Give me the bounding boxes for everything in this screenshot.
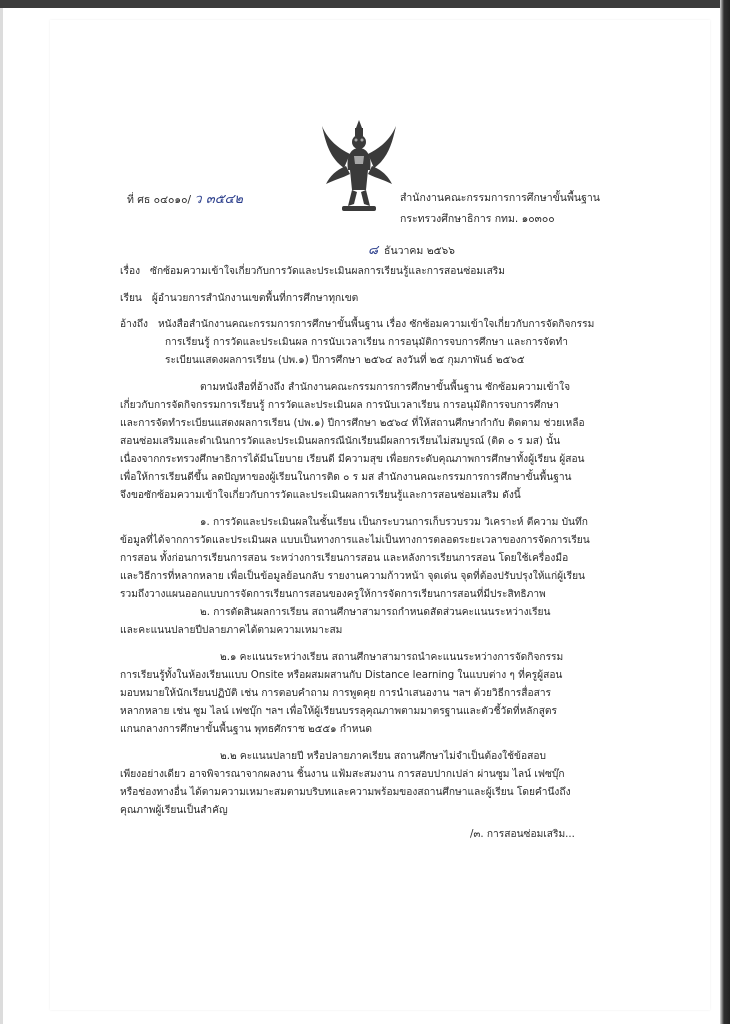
reference-text: หนังสือสำนักงานคณะกรรมการการศึกษาขั้นพื้นฐาน เรื่อง ซักซ้อมความเข้าใจเกี่ยวกับการจัดกิจกรรม bbox=[157, 319, 595, 330]
body-line: การเรียนรู้ทั้งในห้องเรียนแบบ Onsite หรือผสมผสานกับ Distance learning ในแบบต่าง ๆ ที่ครูผู้สอน bbox=[120, 670, 563, 681]
reference-number bbox=[127, 188, 243, 209]
body-line: ๒. การตัดสินผลการเรียน สถานศึกษาสามารถกำหนดสัดส่วนคะแนนระหว่างเรียน bbox=[200, 607, 551, 618]
body-line: เพื่อให้การเรียนดีขึ้น ลดปัญหาของผู้เรียนในการติด ๐ ร มส สำนักงานคณะกรรมการการศึกษาขั้นพื้นฐาน bbox=[120, 472, 572, 483]
body-line: เนื่องจากกระทรวงศึกษาธิการได้มีนโยบาย เรียนดี มีความสุข เพื่อยกระดับคุณภาพการศึกษาทั้งผู้เรียน ผู้สอน bbox=[120, 454, 585, 465]
sender-office bbox=[400, 188, 600, 230]
garuda-emblem-icon bbox=[320, 118, 398, 216]
recipient-text: ผู้อำนวยการสำนักงานเขตพื้นที่การศึกษาทุกเขต bbox=[151, 293, 359, 304]
reference-line-3: ระเบียนแสดงผลการเรียน (ปพ.๑) ปีการศึกษา ๒๕๖๔ ลงวันที่ ๒๕ กุมภาพันธ์ ๒๕๖๕ bbox=[165, 355, 525, 366]
body-line: แกนกลางการศึกษาขั้นพื้นฐาน พุทธศักราช ๒๕๕๑ กำหนด bbox=[120, 724, 373, 735]
letter-date bbox=[368, 239, 455, 260]
date-day-handwritten: ๘ bbox=[368, 243, 379, 258]
continued-marker: /๓. การสอนซ่อมเสริม... bbox=[470, 829, 575, 840]
window-top-edge bbox=[0, 0, 730, 8]
body-line: เกี่ยวกับการจัดกิจกรรมการเรียนรู้ การวัดและประเมินผล การนับเวลาเรียน การอนุมัติการจบการศึกษา bbox=[120, 400, 559, 411]
body-line: ๑. การวัดและประเมินผลในชั้นเรียน เป็นกระบวนการเก็บรวบรวม วิเคราะห์ ตีความ บันทึก bbox=[200, 517, 588, 528]
body-line: ๒.๑ คะแนนระหว่างเรียน สถานศึกษาสามารถนำคะแนนระหว่างการจัดกิจกรรม bbox=[220, 652, 564, 663]
subject-line bbox=[120, 265, 505, 279]
body-line: การสอน ทั้งก่อนการเรียนการสอน ระหว่างการเรียนการสอน และหลังการเรียนการสอน โดยใช้เครื่องมือ bbox=[120, 553, 569, 564]
reference-line-1 bbox=[120, 318, 594, 332]
office-address: กระทรวงศึกษาธิการ กทม. ๑๐๓๐๐ bbox=[400, 213, 555, 225]
body-line: ตามหนังสือที่อ้างถึง สำนักงานคณะกรรมการการศึกษาขั้นพื้นฐาน ซักซ้อมความเข้าใจ bbox=[200, 382, 571, 393]
body-line: หรือช่องทางอื่น ได้ตามความเหมาะสมตามบริบทและความพร้อมของสถานศึกษาและผู้เรียน โดยคำนึงถึง bbox=[120, 787, 571, 798]
recipient-label: เรียน bbox=[120, 293, 142, 304]
subject-label: เรื่อง bbox=[120, 266, 141, 277]
reference-handwritten: ว ๓๕๔๒ bbox=[194, 192, 243, 207]
body-line: จึงขอซักซ้อมความเข้าใจเกี่ยวกับการวัดและประเมินผลการเรียนรู้และการสอนซ่อมเสริม ดังนี้ bbox=[120, 490, 521, 501]
reference-prefix: ที่ ศธ ๐๔๐๑๐/ bbox=[127, 194, 192, 206]
office-name: สำนักงานคณะกรรมการการศึกษาขั้นพื้นฐาน bbox=[400, 192, 600, 204]
window-left-edge bbox=[0, 0, 3, 1024]
body-line: ข้อมูลที่ได้จากการวัดและประเมินผล แบบเป็นทางการและไม่เป็นทางการตลอดระยะเวลาของการจัดการเรียน bbox=[120, 535, 590, 546]
body-line: เพียงอย่างเดียว อาจพิจารณาจากผลงาน ชิ้นงาน แฟ้มสะสมงาน การสอบปากเปล่า ผ่านซูม ไลน์ เฟซบุ๊ก bbox=[120, 769, 565, 780]
date-month-year: ธันวาคม ๒๕๖๖ bbox=[384, 245, 455, 257]
reference-label: อ้างถึง bbox=[120, 319, 148, 330]
body-line: มอบหมายให้นักเรียนปฏิบัติ เช่น การตอบคำถาม การพูดคุย การนำเสนองาน ฯลฯ ด้วยวิธีการสื่อสาร bbox=[120, 688, 552, 699]
reference-line-2: การเรียนรู้ การวัดและประเมินผล การนับเวลาเรียน การอนุมัติการจบการศึกษา และการจัดทำ bbox=[165, 337, 568, 348]
subject-text: ซักซ้อมความเข้าใจเกี่ยวกับการวัดและประเมินผลการเรียนรู้และการสอนซ่อมเสริม bbox=[150, 266, 505, 277]
body-line: คุณภาพผู้เรียนเป็นสำคัญ bbox=[120, 805, 228, 816]
body-line: หลากหลาย เช่น ซูม ไลน์ เฟซบุ๊ก ฯลฯ เพื่อให้ผู้เรียนบรรลุคุณภาพตามมาตรฐานและตัวชี้วัดที่หลักสูตร bbox=[120, 706, 558, 717]
body-line: และวิธีการที่หลากหลาย เพื่อเป็นข้อมูลย้อนกลับ รายงานความก้าวหน้า จุดเด่น จุดที่ต้องปรับปรุงให้แก่ผู้เรียน bbox=[120, 571, 585, 582]
body-line: และการจัดทำระเบียนแสดงผลการเรียน (ปพ.๑) ปีการศึกษา ๒๕๖๔ ที่ให้สถานศึกษากำกับ ติดตาม ช่วยเหลือ bbox=[120, 418, 585, 429]
window-right-edge bbox=[720, 0, 730, 1024]
body-line: รวมถึงวางแผนออกแบบการจัดการเรียนการสอนของครูให้การจัดการเรียนการสอนที่มีประสิทธิภาพ bbox=[120, 589, 546, 600]
body-line: และคะแนนปลายปีปลายภาคได้ตามความเหมาะสม bbox=[120, 625, 343, 636]
recipient-line bbox=[120, 292, 358, 306]
body-line: ๒.๒ คะแนนปลายปี หรือปลายภาคเรียน สถานศึกษาไม่จำเป็นต้องใช้ข้อสอบ bbox=[220, 751, 546, 762]
body-line: สอนซ่อมเสริมและดำเนินการวัดและประเมินผลกรณีนักเรียนมีผลการเรียนไม่สมบูรณ์ (ติด ๐ ร มส) นั้น bbox=[120, 436, 561, 447]
